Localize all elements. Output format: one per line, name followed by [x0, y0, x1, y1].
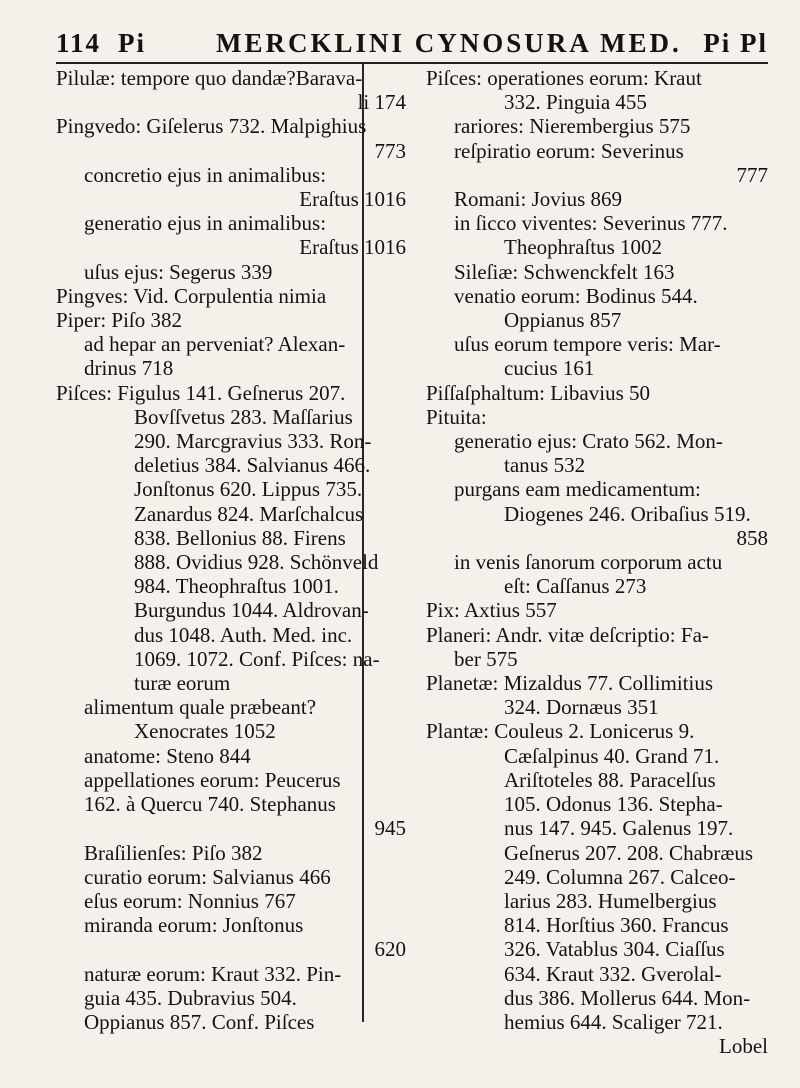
index-entry-line — [426, 1034, 768, 1058]
index-entry-text: turæ eorum — [134, 671, 231, 696]
index-entry-line — [426, 211, 768, 235]
index-entry-line — [56, 526, 406, 550]
index-entry-text: 838. Bellonius 88. Firens — [134, 525, 346, 550]
right-guide-word: Pi Pl — [703, 28, 768, 58]
index-entry-line — [426, 502, 768, 526]
index-entry-line — [56, 913, 406, 937]
index-entry-text: 888. Ovidius 928. Schönveld — [134, 550, 379, 575]
index-entry-text: 1069. 1072. Conf. Piſces: na- — [134, 646, 380, 671]
index-entry-text: reſpiratio eorum: Severinus — [454, 138, 684, 163]
left-guide-word: Pi — [118, 28, 146, 58]
index-entry-text: 984. Theophraſtus 1001. — [134, 574, 339, 599]
index-entry-line — [426, 986, 768, 1010]
index-entry-line — [426, 284, 768, 308]
index-entry-text: miranda eorum: Jonſtonus — [84, 913, 304, 938]
index-entry-text: naturæ eorum: Kraut 332. Pin- — [84, 961, 342, 986]
index-entry-line — [56, 647, 406, 671]
right-column — [426, 66, 768, 1058]
index-entry-line — [56, 937, 406, 961]
index-entry-line — [426, 429, 768, 453]
index-entry-text: 326. Vatablus 304. Ciaſſus — [504, 937, 725, 962]
index-entry-text: Pilulæ: tempore quo dandæ?Barava- — [56, 66, 363, 90]
index-entry-text: Plantæ: Couleus 2. Lonicerus 9. — [426, 719, 695, 744]
index-entry-text: 620 — [374, 937, 406, 962]
index-entry-line — [426, 526, 768, 550]
index-entry-text: Geſnerus 207. 208. Chabræus — [504, 840, 754, 865]
index-entry-text: alimentum quale præbeant? — [84, 695, 317, 720]
index-entry-line — [426, 913, 768, 937]
index-entry-line — [56, 187, 406, 211]
index-entry-text: 777 — [736, 162, 768, 187]
index-entry-line — [56, 308, 406, 332]
index-entry-text: rariores: Nierembergius 575 — [454, 114, 691, 139]
index-entry-line — [56, 405, 406, 429]
index-entry-text: drinus 718 — [84, 356, 174, 381]
index-entry-line — [56, 623, 406, 647]
index-entry-text: Lobel — [719, 1034, 768, 1059]
index-entry-line — [56, 502, 406, 526]
index-entry-line — [56, 284, 406, 308]
index-entry-text: 332. Pinguia 455 — [504, 90, 647, 115]
index-entry-line — [426, 1010, 768, 1034]
index-entry-text: tanus 532 — [504, 453, 586, 478]
index-entry-text: Ariſtoteles 88. Paracelſus — [504, 767, 716, 792]
index-entry-line — [56, 381, 406, 405]
index-entry-line — [56, 114, 406, 138]
index-entry-text: Pingves: Vid. Corpulentia nimia — [56, 283, 327, 308]
index-entry-line — [56, 744, 406, 768]
index-entry-text: concretio ejus in animalibus: — [84, 162, 327, 187]
index-entry-text: venatio eorum: Bodinus 544. — [454, 283, 698, 308]
index-entry-line — [56, 816, 406, 840]
index-entry-line — [426, 90, 768, 114]
index-entry-line — [426, 260, 768, 284]
index-entry-line — [426, 235, 768, 259]
index-entry-text: 324. Dornæus 351 — [504, 695, 659, 720]
index-entry-line — [56, 671, 406, 695]
index-entry-text: hemius 644. Scaliger 721. — [504, 1009, 723, 1034]
index-entry-line — [56, 962, 406, 986]
index-entry-line — [426, 187, 768, 211]
index-entry-line — [56, 841, 406, 865]
index-entry-text: eſus eorum: Nonnius 767 — [84, 888, 296, 913]
index-entry-line — [426, 744, 768, 768]
index-entry-text: Planetæ: Mizaldus 77. Collimitius — [426, 671, 714, 696]
index-entry-text: Planeri: Andr. vitæ deſcriptio: Fa- — [426, 622, 709, 647]
index-entry-line — [426, 139, 768, 163]
index-entry-text: 105. Odonus 136. Stepha- — [504, 792, 723, 817]
index-entry-line — [426, 598, 768, 622]
index-entry-text: Zanardus 824. Marſchalcus — [134, 501, 364, 526]
index-entry-text: 858 — [736, 525, 768, 550]
index-entry-line — [56, 163, 406, 187]
index-entry-line — [56, 719, 406, 743]
index-entry-text: purgans eam medicamentum: — [454, 477, 701, 502]
index-entry-text: Pituita: — [426, 404, 487, 429]
index-entry-line — [426, 332, 768, 356]
index-entry-line — [426, 962, 768, 986]
index-entry-line — [56, 768, 406, 792]
index-entry-text: 945 — [374, 816, 406, 841]
index-entry-text: Bovſſvetus 283. Maſſarius — [134, 404, 353, 429]
index-entry-line — [56, 477, 406, 501]
index-entry-line — [56, 695, 406, 719]
index-entry-text: dus 1048. Auth. Med. inc. — [134, 622, 353, 647]
index-entry-line — [426, 356, 768, 380]
index-entry-text: 773 — [374, 138, 406, 163]
index-entry-line — [56, 574, 406, 598]
index-entry-text: larius 283. Humelbergius — [504, 888, 717, 913]
index-columns — [56, 66, 768, 1058]
index-entry-line — [426, 308, 768, 332]
index-entry-text: 634. Kraut 332. Gverolal- — [504, 961, 722, 986]
index-entry-text: in ſicco viventes: Severinus 777. — [454, 211, 728, 236]
index-entry-line — [56, 1010, 406, 1034]
index-entry-line — [426, 768, 768, 792]
index-entry-line — [426, 647, 768, 671]
index-entry-line — [426, 114, 768, 138]
index-entry-line — [426, 671, 768, 695]
index-entry-text: Jonſtonus 620. Lippus 735. — [134, 477, 363, 502]
index-entry-line — [426, 477, 768, 501]
index-entry-text: Romani: Jovius 869 — [454, 187, 623, 212]
index-entry-text: appellationes eorum: Peucerus — [84, 767, 341, 792]
index-entry-line — [56, 139, 406, 163]
index-entry-line — [426, 841, 768, 865]
index-entry-line — [426, 381, 768, 405]
index-entry-line — [56, 66, 406, 90]
index-entry-line — [56, 986, 406, 1010]
index-entry-line — [56, 429, 406, 453]
index-entry-line — [56, 260, 406, 284]
index-entry-text: uſus eorum tempore veris: Mar- — [454, 332, 721, 357]
index-entry-text: Sileſiæ: Schwenckfelt 163 — [454, 259, 675, 284]
index-entry-line — [426, 66, 768, 90]
index-entry-text: generatio ejus in animalibus: — [84, 211, 327, 236]
index-entry-line — [426, 695, 768, 719]
index-entry-text: in venis ſanorum corporum actu — [454, 550, 723, 575]
index-entry-line — [426, 865, 768, 889]
index-entry-line — [56, 453, 406, 477]
index-entry-text: ber 575 — [454, 646, 518, 671]
index-entry-text: Eraſtus 1016 — [299, 235, 406, 260]
index-entry-text: guia 435. Dubravius 504. — [84, 985, 297, 1010]
index-entry-text: deletius 384. Salvianus 466. — [134, 453, 371, 478]
index-entry-text: Xenocrates 1052 — [134, 719, 276, 744]
left-column — [56, 66, 406, 1058]
index-entry-text: Theophraſtus 1002 — [504, 235, 663, 260]
index-entry-text: Piſces: operationes eorum: Kraut — [426, 66, 702, 90]
running-header — [56, 16, 768, 64]
index-entry-text: Diogenes 246. Oribaſius 519. — [504, 501, 751, 526]
index-entry-line — [56, 235, 406, 259]
index-entry-line — [426, 163, 768, 187]
index-entry-line — [56, 356, 406, 380]
index-entry-line — [56, 792, 406, 816]
index-entry-line — [426, 937, 768, 961]
index-entry-line — [56, 332, 406, 356]
index-entry-text: Eraſtus 1016 — [299, 187, 406, 212]
index-entry-text: anatome: Steno 844 — [84, 743, 251, 768]
index-entry-text: Piper: Piſo 382 — [56, 308, 183, 333]
index-entry-line — [56, 550, 406, 574]
index-entry-text: generatio ejus: Crato 562. Mon- — [454, 429, 723, 454]
index-entry-text: Piſſaſphaltum: Libavius 50 — [426, 380, 650, 405]
index-entry-line — [426, 550, 768, 574]
index-entry-text: 814. Horſtius 360. Francus — [504, 913, 729, 938]
index-entry-text: 290. Marcgravius 333. Ron- — [134, 429, 372, 454]
index-entry-line — [56, 211, 406, 235]
index-entry-text: cucius 161 — [504, 356, 595, 381]
index-entry-line — [426, 574, 768, 598]
index-entry-text: nus 147. 945. Galenus 197. — [504, 816, 734, 841]
page-title: MERCKLINI CYNOSURA MED. — [216, 28, 682, 58]
index-entry-line — [426, 792, 768, 816]
index-entry-line — [426, 623, 768, 647]
index-entry-line — [56, 598, 406, 622]
index-entry-text: curatio eorum: Salvianus 466 — [84, 864, 331, 889]
index-entry-line — [56, 90, 406, 114]
index-entry-text: eſt: Caſſanus 273 — [504, 574, 647, 599]
index-entry-line — [426, 889, 768, 913]
index-entry-text: Oppianus 857 — [504, 308, 622, 333]
index-entry-text: ad hepar an perveniat? Alexan- — [84, 332, 346, 357]
index-entry-line — [426, 405, 768, 429]
index-entry-text: li 174 — [357, 90, 406, 115]
index-entry-line — [56, 889, 406, 913]
index-entry-text: dus 386. Mollerus 644. Mon- — [504, 985, 751, 1010]
index-entry-text: uſus ejus: Segerus 339 — [84, 259, 273, 284]
index-entry-text: Piſces: Figulus 141. Geſnerus 207. — [56, 380, 346, 405]
index-entry-text: 249. Columna 267. Calceo- — [504, 864, 736, 889]
index-entry-text: Braſilienſes: Piſo 382 — [84, 840, 263, 865]
index-entry-line — [426, 719, 768, 743]
index-entry-text: Pingvedo: Giſelerus 732. Malpighius — [56, 114, 367, 139]
index-entry-text: Burgundus 1044. Aldrovan- — [134, 598, 369, 623]
index-entry-text: 162. à Quercu 740. Stephanus — [84, 792, 336, 817]
index-entry-line — [426, 816, 768, 840]
index-entry-text: Oppianus 857. Conf. Piſces — [84, 1009, 315, 1034]
index-entry-line — [56, 865, 406, 889]
page-number: 114 — [56, 28, 102, 58]
index-entry-line — [426, 453, 768, 477]
index-entry-text: Pix: Axtius 557 — [426, 598, 557, 623]
index-entry-text: Cæſalpinus 40. Grand 71. — [504, 743, 720, 768]
